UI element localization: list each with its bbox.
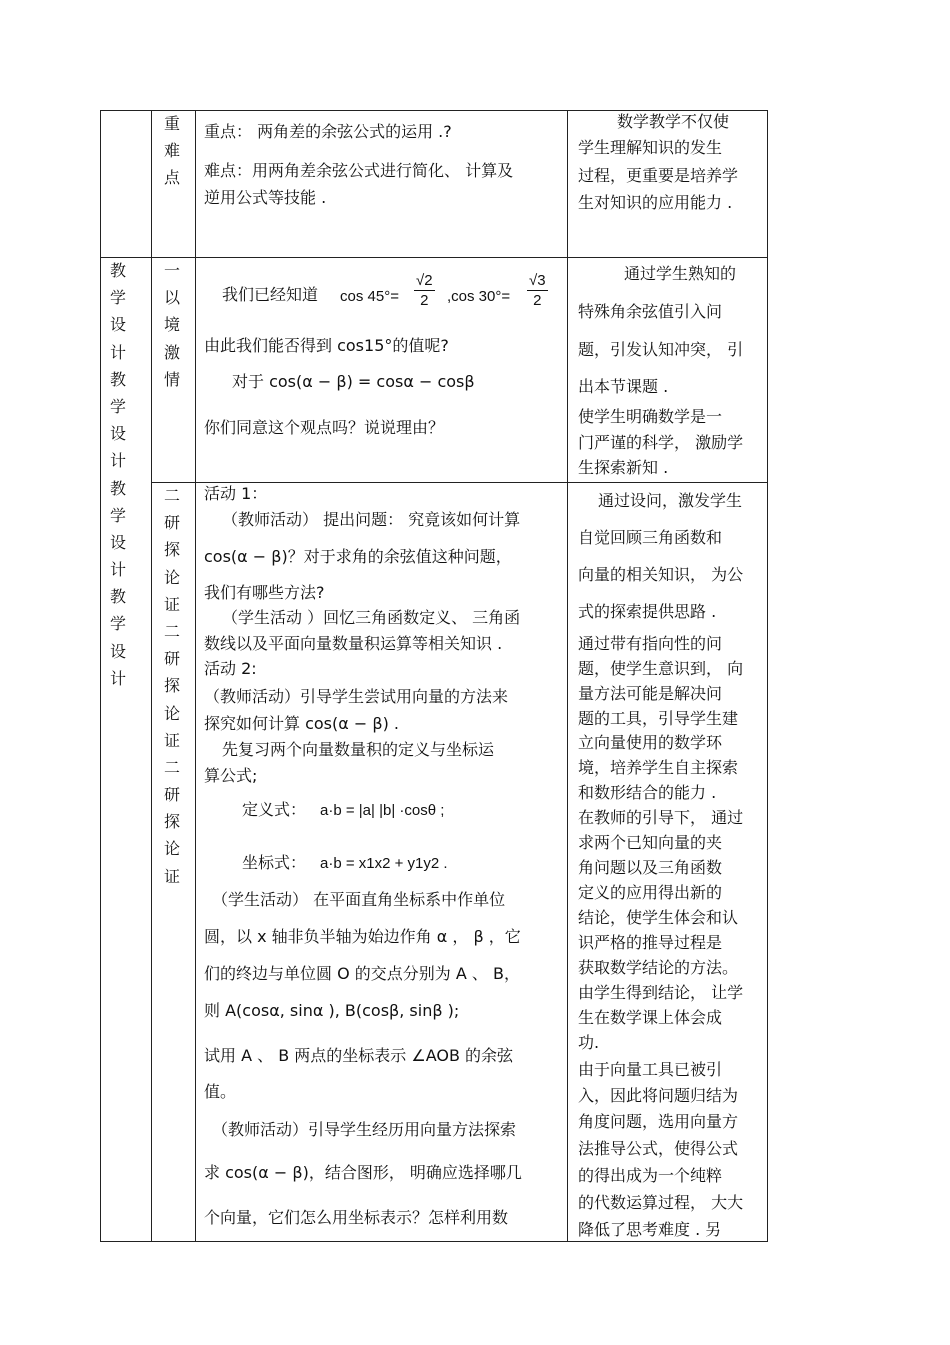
- row3-note-line: 的得出成为一个纯粹: [578, 1166, 723, 1185]
- coordinate-formula: a·b = x1x2 + y1y2 .: [320, 855, 448, 872]
- cos30-expr: ,cos 30°=: [447, 288, 511, 305]
- sqrt2-numerator: √2: [416, 272, 433, 289]
- difficult-point-line1: 难点：用两角差余弦公式进行简化、 计算及: [204, 161, 514, 180]
- design-label-char: 教: [109, 369, 126, 389]
- table-border-top: [100, 110, 768, 111]
- activity-line: 探究如何计算 cos(α − β) .: [204, 714, 400, 733]
- row3-note-line: 由学生得到结论， 让学: [578, 983, 744, 1002]
- design-label: [106, 257, 130, 692]
- activity-line: 求 cos(α − β)，结合图形， 明确应选择哪几: [204, 1163, 522, 1182]
- design-label-char: 学: [109, 396, 126, 416]
- row3-note-line: 功.: [578, 1033, 600, 1052]
- row3-note-line: 法推导公式，使得公式: [578, 1139, 739, 1158]
- row3-note-line: 角问题以及三角函数: [578, 858, 723, 877]
- row3-label: [160, 482, 184, 890]
- row3-label-char: 探: [163, 812, 180, 832]
- row3-note-line: 降低了思考难度 . 另: [578, 1220, 722, 1239]
- agree-question: 你们同意这个观点吗？说说理由？: [204, 418, 445, 437]
- row3-label-char: 证: [163, 866, 180, 886]
- design-label-char: 计: [109, 451, 126, 471]
- sqrt2-denominator: 2: [420, 292, 429, 309]
- row3-label-char: 研: [163, 513, 180, 533]
- row3-label-char: 探: [163, 676, 180, 696]
- row2-note-line: 特殊角余弦值引入问: [578, 302, 723, 321]
- activity-line: 值。: [204, 1082, 237, 1101]
- activity-line: （学生活动 ）回忆三角函数定义、 三角函: [222, 608, 521, 627]
- row3-note-line: 立向量使用的数学环: [578, 733, 723, 752]
- design-label-char: 学: [109, 288, 126, 308]
- row-divider-2: [151, 482, 768, 483]
- row3-label-char: 二: [163, 486, 180, 505]
- design-label-char: 教: [109, 478, 126, 498]
- row3-label-char: 探: [163, 540, 180, 560]
- row3-note-line: 生在数学课上体会成: [578, 1008, 723, 1027]
- row3-note-line: 式的探索提供思路 .: [578, 602, 717, 621]
- row3-note-line: 角度问题，选用向量方: [578, 1112, 739, 1131]
- row3-note-line: 量方法可能是解决问: [578, 684, 723, 703]
- design-label-char: 设: [109, 424, 126, 444]
- wrong-formula: 对于 cos(α − β) = cosα − cosβ: [232, 372, 475, 391]
- activity-line: 则 A(cosα, sinα ), B(cosβ, sinβ );: [204, 1001, 460, 1020]
- table-border-bottom: [100, 1241, 768, 1242]
- row3-note-line: 向量的相关知识， 为公: [578, 565, 744, 584]
- row3-note-line: 获取数学结论的方法。: [578, 958, 739, 977]
- design-label-char: 设: [109, 532, 126, 552]
- fraction-sqrt2: [414, 272, 435, 309]
- design-label-char: 设: [109, 641, 126, 661]
- table-border-left: [100, 110, 101, 1242]
- design-label-char: 学: [109, 505, 126, 525]
- design-label-char: 计: [109, 560, 126, 580]
- row3-note-line: 通过设问，激发学生: [598, 491, 743, 510]
- row2-note-line: 通过学生熟知的: [624, 264, 737, 283]
- row3-note-line: 通过带有指向性的问: [578, 634, 723, 653]
- row3-label-char: 论: [163, 703, 180, 723]
- row2-label-char: 激: [163, 342, 180, 362]
- row2-label-char: 一: [163, 261, 180, 280]
- row3-note-line: 结论，使学生体会和认: [578, 908, 739, 927]
- table-border-col1: [151, 110, 152, 1242]
- row3-note-line: 和数形结合的能力 .: [578, 783, 717, 802]
- row-divider-1: [100, 257, 768, 258]
- table-border-col2: [195, 110, 196, 1242]
- difficult-point-line2: 逆用公式等技能 .: [204, 188, 327, 207]
- row2-note-line: 门严谨的科学， 激励学: [578, 433, 744, 452]
- row1-note-line: 过程，更重要是培养学: [578, 166, 739, 185]
- row1-note-line: 学生理解知识的发生: [578, 138, 723, 157]
- coordinate-label: 坐标式：: [242, 853, 307, 872]
- row2-note-line: 出本节课题 .: [578, 377, 669, 396]
- row3-note-line: 定义的应用得出新的: [578, 883, 723, 902]
- row2-label: [160, 257, 184, 393]
- row2-note-line: 生探索新知 .: [578, 458, 669, 477]
- activity-line: 我们有哪些方法?: [204, 583, 325, 602]
- row3-label-char: 证: [163, 594, 180, 614]
- design-label-char: 教: [109, 261, 126, 280]
- row1-label: [160, 110, 184, 192]
- row3-label-char: 研: [163, 785, 180, 805]
- activity-line: 个向量，它们怎么用坐标表示？怎样利用数: [204, 1208, 509, 1227]
- row1-note-line: 数学教学不仅使: [617, 112, 730, 131]
- row3-note-line: 入，因此将问题归结为: [578, 1086, 739, 1105]
- design-label-char: 教: [109, 587, 126, 607]
- row3-note-line: 的代数运算过程， 大大: [578, 1193, 744, 1212]
- activity-line: 先复习两个向量数量积的定义与坐标运: [222, 740, 495, 759]
- activity-line: 活动 1：: [204, 484, 268, 503]
- activity-line: （教师活动） 提出问题： 究竟该如何计算: [222, 510, 521, 529]
- row3-note-line: 在教师的引导下， 通过: [578, 808, 744, 827]
- row3-note-line: 自觉回顾三角函数和: [578, 528, 723, 547]
- row3-label-char: 论: [163, 567, 180, 587]
- fraction-sqrt3: [527, 272, 548, 309]
- design-label-char: 计: [109, 342, 126, 362]
- activity-line: 圆，以 x 轴非负半轴为始边作角 α ， β ，它: [204, 927, 521, 946]
- activity-line: 算公式;: [204, 766, 258, 785]
- row1-label-char: 重: [163, 114, 180, 133]
- cos15-question: 由此我们能否得到 cos15°的值呢?: [204, 336, 449, 355]
- design-label-char: 设: [109, 315, 126, 335]
- design-label-char: 学: [109, 614, 126, 634]
- definition-label: 定义式：: [242, 800, 307, 819]
- row3-label-char: 二: [163, 757, 180, 777]
- row1-label-char: 点: [163, 168, 180, 188]
- row3-note-line: 识严格的推导过程是: [578, 933, 723, 952]
- row2-note-line: 使学生明确数学是一: [578, 407, 723, 426]
- row3-note-line: 求两个已知向量的夹: [578, 833, 723, 852]
- row3-label-char: 研: [163, 649, 180, 669]
- row2-note-line: 题，引发认知冲突， 引: [578, 340, 744, 359]
- row3-label-char: 论: [163, 839, 180, 859]
- design-label-char: 计: [109, 668, 126, 688]
- row2-label-char: 以: [163, 288, 180, 308]
- row3-note-line: 题的工具，引导学生建: [578, 709, 739, 728]
- activity-line: （学生活动） 在平面直角坐标系中作单位: [212, 890, 506, 909]
- activity-line: cos(α − β)？对于求角的余弦值这种问题，: [204, 547, 512, 566]
- activity-line: 试用 A 、 B 两点的坐标表示 ∠AOB 的余弦: [204, 1046, 514, 1065]
- activity-line: 们的终边与单位圆 O 的交点分别为 A 、 B，: [204, 964, 520, 983]
- row3-label-char: 证: [163, 730, 180, 750]
- sqrt3-numerator: √3: [529, 272, 546, 289]
- row3-label-char: 二: [163, 621, 180, 641]
- intro-text: 我们已经知道: [222, 285, 319, 304]
- key-point-text: 重点： 两角差的余弦公式的运用 .?: [204, 122, 452, 141]
- sqrt3-denominator: 2: [533, 292, 542, 309]
- definition-formula: a·b = |a| |b| ·cosθ ;: [320, 802, 445, 819]
- activity-line: （教师活动）引导学生经历用向量方法探索: [212, 1120, 517, 1139]
- activity-line: 数线以及平面向量数量积运算等相关知识 .: [204, 634, 503, 653]
- cos45-expr: cos 45°=: [340, 288, 399, 305]
- table-border-right: [767, 110, 768, 1242]
- row3-note-line: 题，使学生意识到， 向: [578, 659, 744, 678]
- activity-line: （教师活动）引导学生尝试用向量的方法来: [204, 687, 509, 706]
- row2-label-char: 境: [163, 315, 180, 335]
- row3-note-line: 境，培养学生自主探索: [578, 758, 739, 777]
- table-border-col3: [567, 110, 568, 1242]
- row1-note-line: 生对知识的应用能力 .: [578, 193, 733, 212]
- row2-label-char: 情: [163, 369, 180, 389]
- activity-line: 活动 2:: [204, 659, 257, 678]
- row1-label-char: 难: [163, 141, 180, 161]
- row3-note-line: 由于向量工具已被引: [578, 1060, 723, 1079]
